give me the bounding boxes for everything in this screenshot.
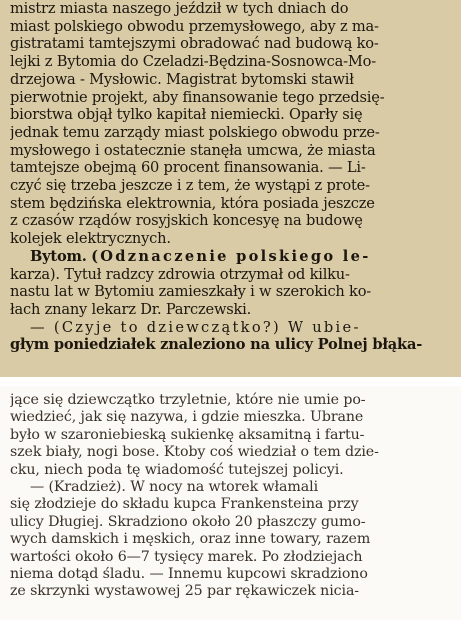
text-line: nastu lat w Bytomiu zamieszkały i w szerokich ko-: [10, 283, 372, 301]
text-line: stem będzińska elektrownia, która posiada jeszcze: [10, 194, 375, 212]
text-line: wych damskich i męskich, oraz inne towary, razem: [10, 531, 371, 548]
text-line: cku, niech poda tę wiadomość tutejszej policyi.: [10, 461, 344, 478]
section-heading: (Odznaczenie polskiego le-: [91, 247, 371, 265]
clipping-gap: [0, 377, 461, 386]
text-line: z czasów rządów rosyjskich koncesyę na budowę: [10, 212, 363, 230]
section-heading-line: [10, 248, 455, 266]
text-line: czyć się trzeba jeszcze i z tem, że wystąpi z prote-: [10, 177, 370, 195]
text-line: lejki z Bytomia do Czeladzi-Będzina-Sosnowca-Mo-: [10, 53, 376, 71]
article-paragraph-dziewczatko: [10, 319, 455, 354]
text-line: mysłowego i ostatecznie stanęła umcwa, że miasta: [10, 141, 376, 159]
text-line: ze skrzynki wystawowej 25 par rękawiczek nicia-: [10, 583, 359, 600]
text-line: jednak temu zarządy miast polskiego obwodu prze-: [10, 123, 380, 141]
text-line: mistrz miasta naszego jeździł w tych dniach do: [10, 0, 349, 17]
text-line: niema dotąd śladu. — Innemu kupcowi skradziono: [10, 566, 368, 583]
newspaper-clipping-bottom: [0, 386, 461, 620]
text-line: ulicy Długiej. Skradziono około 20 płaszczy gumo-: [10, 513, 366, 530]
text-line: pierwotnie projekt, aby finansowanie tego przedsię-: [10, 88, 385, 106]
article-paragraph-kradziez: [10, 479, 455, 601]
section-heading: — (Czyje to dziewczątko?) W ubie-: [30, 318, 361, 336]
article-paragraph-odznaczenie: [10, 248, 455, 319]
article-paragraph-magistrat: [10, 0, 455, 248]
text-line: szek biały, nogi bose. Ktoby coś wiedział o tem dzie-: [10, 444, 379, 461]
text-line: gistratami tamtejszymi obradować nad budową ko-: [10, 35, 379, 53]
text-line: wiedzieć, jak się nazywa, i gdzie mieszka. Ubrane: [10, 409, 364, 426]
text-line: karza). Tytuł radzcy zdrowia otrzymał od kilku-: [10, 265, 350, 283]
text-line: się złodzieje do składu kupca Frankensteina przy: [10, 496, 359, 513]
text-line: było w szaroniebieską sukienkę aksamitną i fartu-: [10, 426, 365, 443]
text-line: wartości około 6—7 tysięcy marek. Po złodziejach: [10, 548, 363, 565]
section-heading: — (Kradzież). W nocy na wtorek włamali: [30, 479, 319, 496]
text-line: jące się dziewczątko trzyletnie, które nie umie po-: [10, 392, 366, 408]
place-lead: Bytom.: [30, 247, 87, 265]
text-line: łach znany lekarz Dr. Parczewski.: [10, 300, 252, 318]
text-line: biorstwa objął tylko kapitał niemiecki. Oparły się: [10, 106, 363, 124]
text-line: tamtejsze obejmą 60 procent finansowania. — Li-: [10, 159, 366, 177]
text-line: miast polskiego obwodu przemysłowego, aby z ma-: [10, 17, 379, 35]
text-line: kolejek elektrycznych.: [10, 230, 171, 248]
article-paragraph-continued: [10, 392, 455, 479]
text-line: drzejowa - Mysłowic. Magistrat bytomski stawił: [10, 70, 354, 88]
text-line-cut: głym poniedziałek znaleziono na ulicy Polnej błąka-: [10, 336, 423, 354]
